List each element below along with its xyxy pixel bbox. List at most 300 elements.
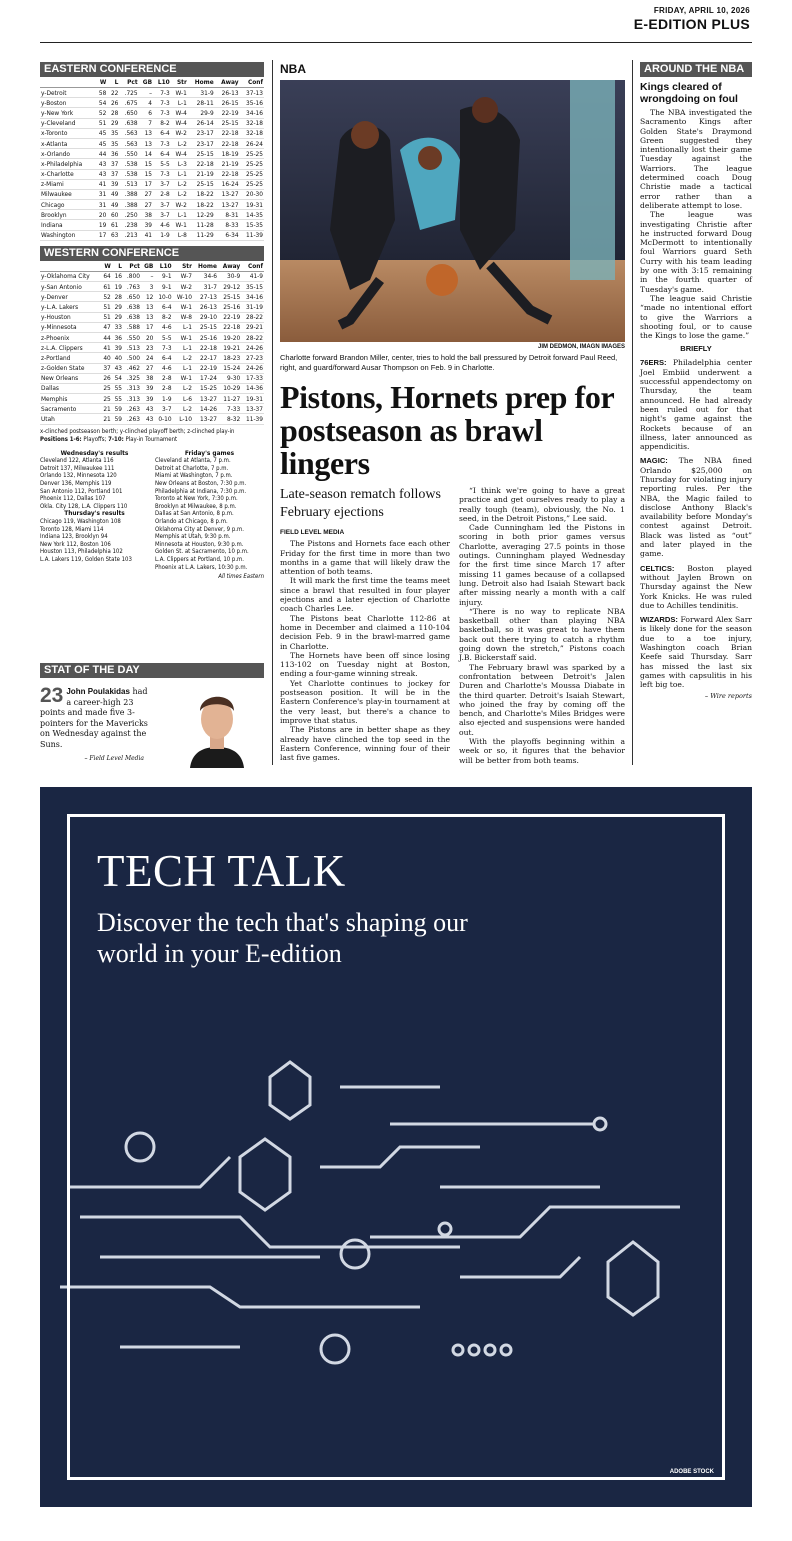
table-cell: W-1 [171, 220, 188, 230]
table-cell: 19 [112, 282, 123, 292]
table-row [40, 373, 264, 383]
table-cell: 37-13 [240, 88, 264, 98]
table-cell: 11-39 [240, 230, 264, 240]
table-cell: .563 [119, 128, 138, 138]
table-cell: Indiana [40, 220, 95, 230]
table-cell: .500 [123, 353, 141, 363]
table-row [40, 292, 264, 302]
table-cell: 45 [95, 138, 107, 148]
table-cell: 27 [139, 189, 153, 199]
all-times-note: All times Eastern [218, 573, 264, 581]
table-cell: 51 [101, 302, 112, 312]
table-cell: 59 [112, 414, 123, 424]
table-cell: 41 [101, 343, 112, 353]
top-rule [40, 42, 752, 43]
table-cell: 61 [101, 282, 112, 292]
table-cell: 43 [95, 169, 107, 179]
table-cell: y-Houston [40, 312, 101, 322]
table-cell: y-Detroit [40, 88, 95, 98]
table-cell: 22-18 [218, 322, 241, 332]
table-cell: L-2 [171, 179, 188, 189]
table-cell: .213 [119, 230, 138, 240]
wire-credit: – Wire reports [704, 691, 752, 700]
table-cell: .675 [119, 98, 138, 108]
table-cell: 11-28 [188, 220, 215, 230]
table-cell: W-4 [171, 118, 188, 128]
column-header: Str [173, 261, 193, 272]
table-cell: 6-4 [153, 128, 171, 138]
table-cell: .638 [119, 118, 138, 128]
around-headline: Kings cleared of wrongdoing on foul [640, 81, 738, 105]
legend-positions-text-2: Play-in Tournament [123, 435, 178, 443]
tech-talk-ad[interactable] [40, 787, 752, 1507]
table-cell: 3-7 [153, 200, 171, 210]
table-cell: 51 [101, 312, 112, 322]
table-cell: 39 [112, 343, 123, 353]
table-cell: W-2 [171, 200, 188, 210]
table-cell: 43 [95, 159, 107, 169]
table-cell: 13 [139, 138, 153, 148]
table-cell: 4-6 [154, 363, 172, 373]
table-cell: 36 [112, 332, 123, 342]
table-cell: .263 [123, 404, 141, 414]
table-cell: 26-13 [215, 88, 240, 98]
table-cell: 6-34 [215, 230, 240, 240]
brief-lead: WIZARDS: [640, 615, 678, 625]
table-cell: L-8 [171, 230, 188, 240]
table-cell: 54 [112, 373, 123, 383]
column-divider-right [632, 60, 633, 765]
table-cell: 44 [101, 332, 112, 342]
table-cell: .725 [119, 88, 138, 98]
table-cell: .563 [119, 138, 138, 148]
stat-credit: – Field Level Media [84, 755, 144, 762]
game-item: Orlando at Chicago, 8 p.m. [155, 517, 228, 525]
table-cell: x-Charlotte [40, 169, 95, 179]
story-deck: Late-season rematch follows February ejections [280, 487, 441, 520]
table-cell: L-1 [171, 169, 188, 179]
table-cell: 26-24 [240, 138, 264, 148]
table-row [40, 332, 264, 342]
table-cell: 36 [107, 149, 119, 159]
column-header: Home [188, 77, 215, 88]
table-row [40, 149, 264, 159]
table-cell: 13 [141, 302, 154, 312]
result-item: New York 112, Boston 106 [40, 540, 111, 548]
table-cell: 3-7 [153, 210, 171, 220]
table-cell: 7-3 [153, 169, 171, 179]
table-cell: 8-2 [154, 312, 172, 322]
table-cell: L-2 [173, 353, 193, 363]
table-cell: 29-10 [193, 312, 218, 322]
table-cell: 28 [107, 108, 119, 118]
table-cell: 30-9 [218, 271, 241, 281]
table-cell: 10-29 [218, 383, 241, 393]
table-cell: 8-2 [153, 118, 171, 128]
game-item: Miami at Washington, 7 p.m. [155, 472, 233, 480]
table-cell: 35 [107, 128, 119, 138]
brief-item [640, 615, 752, 689]
table-cell: .638 [123, 312, 141, 322]
table-cell: 21-19 [215, 159, 240, 169]
table-cell: 31 [95, 189, 107, 199]
table-cell: y-Cleveland [40, 118, 95, 128]
table-cell: 43 [112, 363, 123, 373]
table-cell: 8-31 [215, 210, 240, 220]
table-cell: .650 [123, 292, 141, 302]
table-cell: 22-19 [215, 108, 240, 118]
ad-title: TECH TALK [97, 846, 346, 896]
table-cell: Utah [40, 414, 101, 424]
briefs-list [640, 358, 752, 689]
table-cell: z-Miami [40, 179, 95, 189]
table-cell: 31-7 [193, 282, 218, 292]
table-cell: 26-13 [193, 302, 218, 312]
brief-lead: MAGIC: [640, 456, 668, 466]
table-cell: W-1 [173, 332, 193, 342]
table-row [40, 271, 264, 281]
table-cell: 61 [107, 220, 119, 230]
table-cell: z-Phoenix [40, 332, 101, 342]
table-cell: 37 [107, 159, 119, 169]
fri-games-list [155, 457, 264, 571]
table-cell: 14-36 [241, 383, 264, 393]
table-cell: L-2 [173, 383, 193, 393]
table-cell: .462 [123, 363, 141, 373]
table-cell: 21 [101, 414, 112, 424]
table-cell: 25-15 [215, 118, 240, 128]
table-cell: 38 [139, 210, 153, 220]
table-cell: 25-15 [188, 149, 215, 159]
table-row [40, 108, 264, 118]
table-cell: 11-39 [241, 414, 264, 424]
table-cell: 27 [139, 200, 153, 210]
stat-of-the-day [40, 663, 264, 768]
masthead [634, 6, 750, 32]
table-cell: 29 [112, 312, 123, 322]
table-cell: 28-11 [188, 98, 215, 108]
table-cell: 22-18 [188, 159, 215, 169]
table-cell: 15 [139, 159, 153, 169]
table-cell: – [141, 271, 154, 281]
table-row [40, 118, 264, 128]
table-row [40, 343, 264, 353]
table-cell: x-Toronto [40, 128, 95, 138]
table-cell: 21 [101, 404, 112, 414]
table-cell: z-Portland [40, 353, 101, 363]
table-cell: L-1 [173, 322, 193, 332]
paragraph: “There is no way to replicate NBA basketball other than playing NBA basketball, so it was great to have them back out there trying to catch a rhythm going down the stretch,” Pistons coach J.B. Bickerstaff said. [459, 606, 625, 663]
table-cell: 34-6 [193, 271, 218, 281]
game-item: New Orleans at Boston, 7:30 p.m. [155, 480, 247, 487]
result-item: Okla. City 128, L.A. Clippers 110 [40, 502, 128, 510]
table-row [40, 312, 264, 322]
table-cell: 25 [101, 383, 112, 393]
photo-caption: Charlotte forward Brandon Miller, center, tries to hold the ball pressured by Detroit forward Paul Reed, right, and guard/forward Ausar Thompson on Feb. 9 in Charlotte. [280, 353, 618, 372]
table-cell: 18-22 [188, 200, 215, 210]
column-header: L [107, 77, 119, 88]
game-item: Toronto at New York, 7:30 p.m. [155, 495, 238, 503]
table-row [40, 88, 264, 98]
table-cell: 1-9 [154, 394, 172, 404]
table-row [40, 210, 264, 220]
story-column-2 [459, 486, 625, 765]
table-cell: 7-3 [154, 343, 172, 353]
table-cell: 43 [141, 404, 154, 414]
table-cell: 14-26 [193, 404, 218, 414]
table-cell: 34-16 [241, 292, 264, 302]
table-cell: 60 [107, 210, 119, 220]
table-cell: y-Minnesota [40, 322, 101, 332]
table-cell: .588 [123, 322, 141, 332]
table-cell: W-7 [173, 271, 193, 281]
edition-name: E-EDITION PLUS [633, 16, 750, 32]
main-story [280, 62, 625, 765]
table-cell: .513 [119, 179, 138, 189]
table-cell: .388 [119, 189, 138, 199]
table-cell: 13 [139, 128, 153, 138]
table-header-row [40, 77, 264, 88]
table-cell: 9-1 [154, 282, 172, 292]
table-cell: 28-22 [241, 312, 264, 322]
table-cell: 14-35 [240, 210, 264, 220]
paragraph: The Hornets have been off since losing 113-102 on Tuesday night at Boston, ending a four-game winning streak. [280, 650, 450, 679]
table-cell: 54 [95, 98, 107, 108]
west-standings-table [40, 261, 264, 425]
table-cell: 13-27 [215, 200, 240, 210]
table-cell: 25-16 [193, 332, 218, 342]
game-item: Brooklyn at Milwaukee, 8 p.m. [155, 502, 237, 510]
table-cell: 26 [101, 373, 112, 383]
briefly-title: BRIEFLY [680, 344, 712, 354]
table-cell: .513 [123, 343, 141, 353]
table-cell: y-San Antonio [40, 282, 101, 292]
game-item: Golden St. at Sacramento, 10 p.m. [155, 548, 249, 556]
photo-credit: JIM DEDMON, IMAGN IMAGES [537, 344, 625, 350]
table-cell: 29-12 [218, 282, 241, 292]
table-cell: 5-5 [153, 159, 171, 169]
table-row [40, 230, 264, 240]
table-cell: 33 [112, 322, 123, 332]
column-header: Away [215, 77, 240, 88]
table-row [40, 353, 264, 363]
thu-results-title: Thursday's results [64, 509, 125, 518]
table-cell: W-1 [173, 373, 193, 383]
table-cell: 37 [101, 363, 112, 373]
table-cell: 47 [101, 322, 112, 332]
table-cell: 51 [95, 118, 107, 128]
table-cell: L-1 [171, 98, 188, 108]
column-header: Pct [123, 261, 141, 272]
around-the-nba-column [640, 62, 752, 700]
table-cell: 18-22 [188, 189, 215, 199]
table-cell: 19-31 [240, 200, 264, 210]
table-cell: 6 [139, 108, 153, 118]
table-cell: 39 [139, 220, 153, 230]
table-row [40, 383, 264, 393]
story-body [280, 486, 625, 765]
table-cell: .800 [123, 271, 141, 281]
table-cell: 9-1 [154, 271, 172, 281]
west-title: WESTERN CONFERENCE [40, 246, 264, 261]
table-cell: 22-17 [193, 353, 218, 363]
table-cell: L-1 [171, 210, 188, 220]
brief-text: The NBA fined Orlando $25,000 on Thursday for violating injury reporting rules. Per the NBA, the Magic failed to disclose Anthony Black's availability before Monday's contest against Detroit. Black was listed as “out” and later played in the game. [640, 456, 752, 559]
column-header: W [101, 261, 112, 272]
table-row [40, 404, 264, 414]
table-cell: 2-8 [153, 189, 171, 199]
table-cell: 25-25 [240, 159, 264, 169]
table-cell: 22 [107, 88, 119, 98]
table-cell: 11-27 [218, 394, 241, 404]
table-cell: 12 [141, 292, 154, 302]
table-cell: 38 [141, 373, 154, 383]
table-cell: 22-18 [215, 169, 240, 179]
table-cell: 6-4 [153, 149, 171, 159]
table-cell: 34-16 [240, 108, 264, 118]
brief-text: Philadelphia center Joel Embiid underwent a successful appendectomy on Thursday, the team announced. He had already been ruled out for that night's game against the Rockets because of an illness, later announced as appendicitis. [640, 358, 752, 452]
table-cell: 13-27 [193, 414, 218, 424]
paragraph: With the playoffs beginning within a week or so, it figures that the behavior will be better from both teams. [459, 737, 625, 765]
east-title: EASTERN CONFERENCE [40, 62, 264, 77]
stat-title: STAT OF THE DAY [40, 663, 264, 678]
table-row [40, 159, 264, 169]
table-cell: 28-22 [241, 332, 264, 342]
table-cell: 25 [101, 394, 112, 404]
table-cell: 29 [112, 302, 123, 312]
table-cell: x-Orlando [40, 149, 95, 159]
table-cell: .238 [119, 220, 138, 230]
legend-positions-label-2: 7-10: [108, 435, 124, 443]
table-cell: 3-7 [154, 404, 172, 414]
table-cell: L-3 [171, 159, 188, 169]
table-cell: y-New York [40, 108, 95, 118]
result-item: Chicago 119, Washington 108 [40, 517, 121, 525]
table-cell: 16 [112, 271, 123, 281]
table-cell: 15-24 [218, 363, 241, 373]
table-cell: W-8 [173, 312, 193, 322]
table-cell: 17-33 [241, 373, 264, 383]
table-cell: 2-8 [154, 373, 172, 383]
table-cell: W-4 [171, 108, 188, 118]
table-row [40, 128, 264, 138]
table-cell: 23 [141, 343, 154, 353]
column-header: Pct [119, 77, 138, 88]
table-row [40, 282, 264, 292]
ad-subtitle: Discover the tech that's shaping our world in your E-edition [97, 908, 468, 968]
table-cell: 39 [141, 394, 154, 404]
stat-player-name: John Poulakidas [66, 687, 130, 696]
table-cell: 8-32 [218, 414, 241, 424]
table-cell: W-10 [173, 292, 193, 302]
table-cell: L-1 [173, 363, 193, 373]
table-cell: 17 [95, 230, 107, 240]
table-cell: 29 [107, 118, 119, 128]
table-cell: 6-4 [154, 353, 172, 363]
game-item: Dallas at San Antonio, 8 p.m. [155, 510, 234, 518]
table-cell: 25-15 [193, 322, 218, 332]
game-item: Oklahoma City at Denver, 9 p.m. [155, 525, 244, 533]
table-cell: 23-17 [188, 138, 215, 148]
table-row [40, 200, 264, 210]
table-cell: 3 [141, 282, 154, 292]
legend-positions-label: Positions 1-6: [40, 435, 82, 443]
table-cell: 55 [112, 383, 123, 393]
game-item: Memphis at Utah, 9:30 p.m. [155, 533, 231, 541]
table-cell: 15-25 [193, 383, 218, 393]
table-row [40, 322, 264, 332]
paragraph: The NBA investigated the Sacramento Kings after Golden State's Draymond Green suggested they intentionally lost their game Tuesday against the Warriors. The league determined coach Doug Christie made a tactical error rather than a deliberate attempt to lose. [640, 108, 752, 210]
table-cell: – [139, 88, 153, 98]
table-cell: .550 [123, 332, 141, 342]
table-cell: 15 [139, 169, 153, 179]
table-row [40, 138, 264, 148]
table-cell: 21-19 [188, 169, 215, 179]
table-cell: 25-16 [218, 302, 241, 312]
table-cell: .550 [119, 149, 138, 159]
table-cell: 49 [107, 189, 119, 199]
table-row [40, 220, 264, 230]
table-cell: 22-18 [215, 128, 240, 138]
table-cell: 25-15 [218, 292, 241, 302]
wed-results-title: Wednesday's results [60, 448, 129, 457]
table-cell: W-1 [171, 88, 188, 98]
table-cell: W-2 [171, 128, 188, 138]
table-row [40, 394, 264, 404]
table-cell: 17 [141, 322, 154, 332]
column-header [40, 261, 101, 272]
column-header [40, 77, 95, 88]
table-cell: 17-24 [193, 373, 218, 383]
table-cell: y-Oklahoma City [40, 271, 101, 281]
wed-results-list [40, 457, 149, 510]
table-cell: 4-6 [154, 322, 172, 332]
brief-lead: 76ERS: [640, 358, 667, 368]
table-cell: 45 [95, 128, 107, 138]
paragraph: “I think we're going to have a great practice and get ourselves ready to play a really tough (team), obviously, the No. 1 seed, in the Detroit Pistons,” Lee said. [459, 486, 625, 523]
paragraph: The February brawl was sparked by a confrontation between Detroit's Jalen Duren and Charlotte's Moussa Diabate in the third quarter. Detroit's Isaiah Stewart, who joined the fray by coming off the bench, and Charlotte's Miles Bridges were also ejected and suspensions were handed out. [459, 662, 625, 737]
table-cell: 22-18 [215, 138, 240, 148]
table-cell: 28 [112, 292, 123, 302]
table-cell: .325 [123, 373, 141, 383]
table-cell: L-2 [171, 138, 188, 148]
table-cell: 55 [112, 394, 123, 404]
column-header: L [112, 261, 123, 272]
result-item: Houston 113, Philadelphia 102 [40, 548, 123, 556]
column-divider-left [272, 60, 273, 765]
table-cell: x-Atlanta [40, 138, 95, 148]
table-cell: 27 [141, 363, 154, 373]
table-cell: .313 [123, 383, 141, 393]
brief-item [640, 358, 752, 451]
basketball-photo-image [280, 80, 625, 342]
table-cell: z-L.A. Clippers [40, 343, 101, 353]
result-item: Toronto 128, Miami 114 [40, 525, 104, 533]
table-cell: 41 [95, 179, 107, 189]
table-cell: 59 [112, 404, 123, 414]
table-cell: 12-29 [188, 210, 215, 220]
table-cell: 58 [95, 88, 107, 98]
thu-results-list [40, 518, 149, 564]
table-cell: Memphis [40, 394, 101, 404]
table-cell: 14 [139, 149, 153, 159]
table-header-row [40, 261, 264, 272]
game-item: Phoenix at L.A. Lakers, 10:30 p.m. [155, 563, 248, 571]
table-cell: x-Philadelphia [40, 159, 95, 169]
table-cell: 19-20 [218, 332, 241, 342]
table-cell: 20 [141, 332, 154, 342]
table-cell: 19 [95, 220, 107, 230]
